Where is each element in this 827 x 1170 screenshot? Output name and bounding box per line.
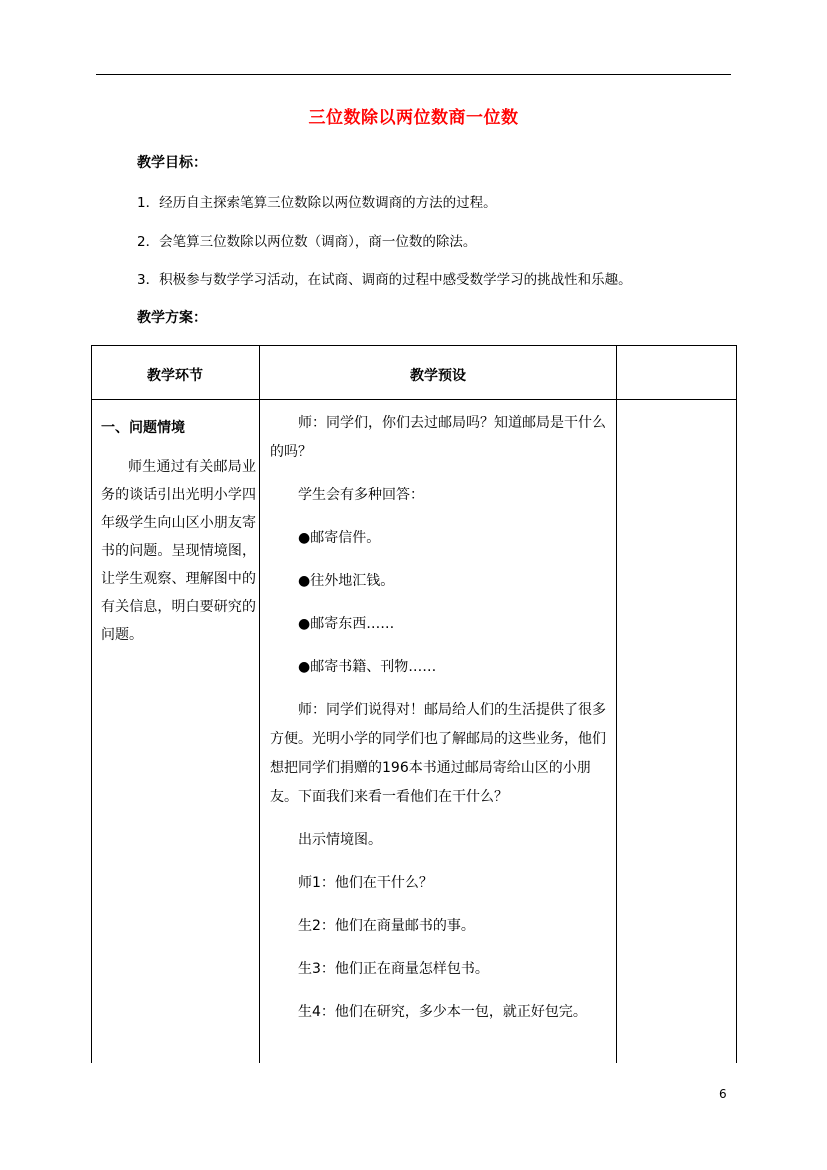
objective-item-3: 3．积极参与数学学习活动，在试商、调商的过程中感受数学学习的挑战性和乐趣。 (137, 272, 632, 288)
dialogue-line: 生4：他们在研究，多少本一包，就正好包完。 (298, 1004, 587, 1020)
paragraph: 师：同学们，你们去过邮局吗？知道邮局是干什么的吗？ (270, 415, 606, 460)
table-right-border (736, 345, 737, 1063)
bullet-item: ●邮寄信件。 (298, 530, 381, 546)
section-title: 一、问题情境 (101, 420, 185, 436)
objective-item-2: 2．会笔算三位数除以两位数（调商），商一位数的除法。 (137, 234, 477, 250)
page-title: 三位数除以两位数商一位数 (308, 108, 519, 128)
page-number: 6 (719, 1087, 727, 1101)
objectives-heading: 教学目标： (137, 155, 207, 171)
dialogue-line: 生3：他们正在商量怎样包书。 (298, 961, 489, 977)
bullet-item: ●往外地汇钱。 (298, 573, 395, 589)
paragraph: 出示情境图。 (298, 832, 382, 848)
header-rule (96, 74, 731, 75)
table-header-divider (91, 399, 737, 400)
plan-heading: 教学方案： (137, 310, 207, 326)
objective-item-1: 1．经历自主探索笔算三位数除以两位数调商的方法的过程。 (137, 195, 497, 211)
lesson-table (91, 345, 737, 1063)
paragraph: 师：同学们说得对！邮局给人们的生活提供了很多方便。光明小学的同学们也了解邮局的这些业务，他们想把同学们捐赠的196本书通过邮局寄给山区的小朋友。下面我们来看一看他们在干什么？ (270, 702, 606, 805)
header-teaching-plan: 教学预设 (410, 368, 466, 384)
table-left-border (91, 345, 92, 1063)
table-top-border (91, 345, 737, 346)
dialogue-line: 生2：他们在商量邮书的事。 (298, 918, 475, 934)
dialogue-line: 师1：他们在干什么？ (298, 875, 433, 891)
header-teaching-stage: 教学环节 (147, 368, 203, 384)
paragraph: 学生会有多种回答： (298, 487, 424, 503)
table-column-divider-2 (616, 345, 617, 1063)
section-description: 师生通过有关邮局业务的谈话引出光明小学四年级学生向山区小朋友寄书的问题。呈现情境图，让学生观察、理解图中的有关信息，明白要研究的问题。 (101, 459, 256, 643)
bullet-item: ●邮寄书籍、刊物…… (298, 659, 437, 675)
bullet-item: ●邮寄东西…… (298, 616, 395, 632)
table-column-divider-1 (259, 345, 260, 1063)
teaching-plan-content (270, 409, 608, 1041)
